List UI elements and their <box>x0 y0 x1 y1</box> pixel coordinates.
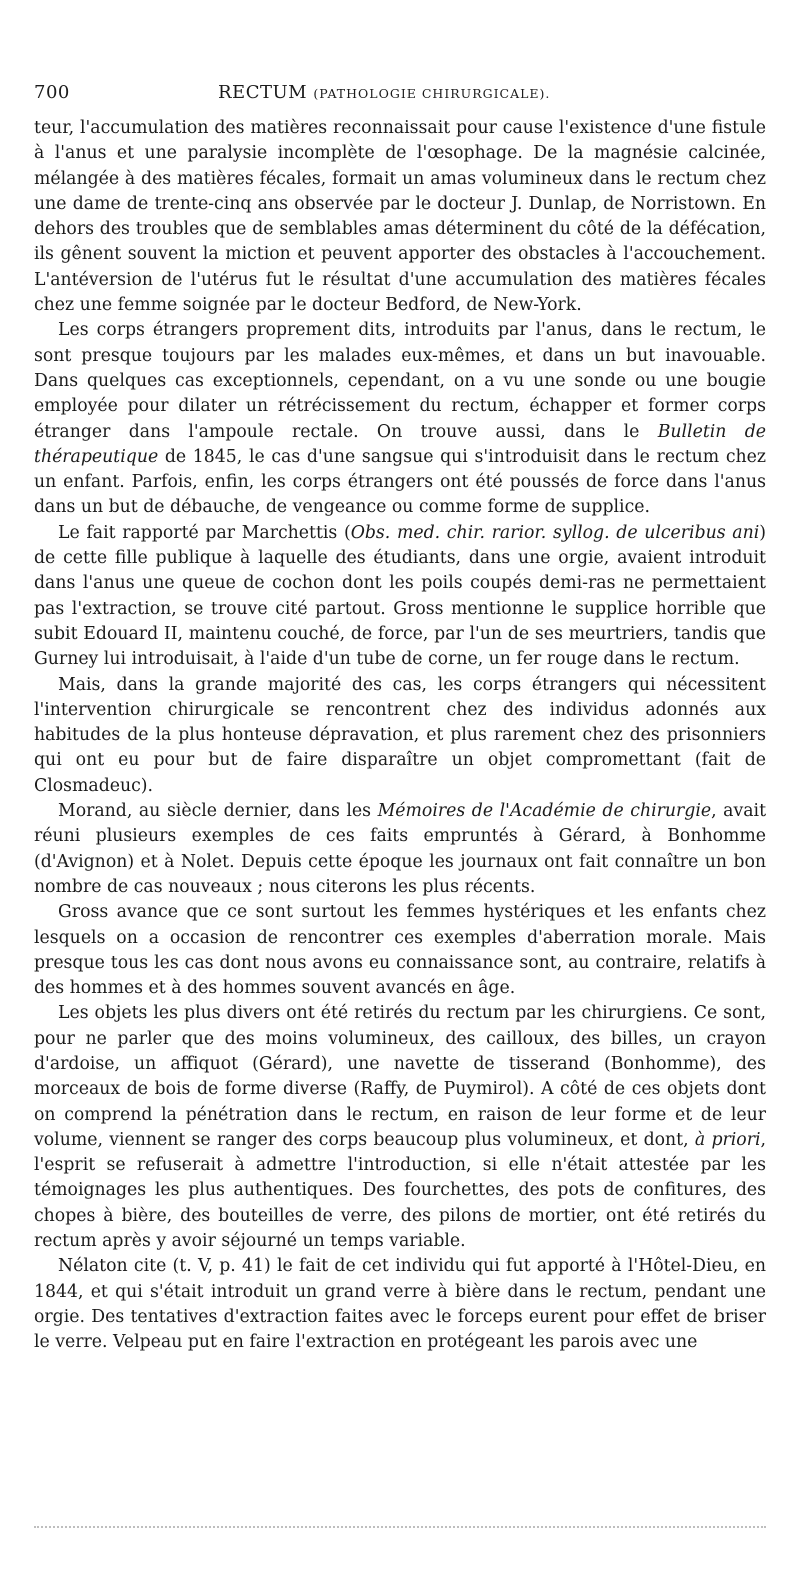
paragraph-4 <box>34 673 766 799</box>
text-run: Les corps étrangers proprement dits, introduits par l'anus, dans le rectum, le sont presque toujours par les malades eux-mêmes, et dans un but inavouable. Dans quelques cas exceptionnels, cependant, on a vu une sonde ou une bougie employée pour dilater un rétrécissement du rectum, échapper et former corps étranger dans l'ampoule rectale. On trouve aussi, dans le <box>34 320 766 442</box>
running-title <box>218 82 550 103</box>
text-run: Les objets les plus divers ont été retirés du rectum par les chirurgiens. Ce sont, pour ne parler que des moins volumineux, des cailloux, des billes, un crayon d'ardoise, un affiquot (Gérard), une navette de tisserand (Bonhomme), des morceaux de bois de forme diverse (Raffy, de Puymirol). A côté de ces objets dont on comprend la pénétration dans le rectum, en raison de leur forme et de leur volume, viennent se ranger des corps beaucoup plus volumineux, et dont, <box>34 1003 766 1150</box>
paragraph-2 <box>34 318 766 520</box>
paragraph-7 <box>34 1001 766 1254</box>
text-run: ) de cette fille publique à laquelle des étudiants, dans une orgie, avaient introduit dans l'anus une queue de cochon dont les poils coupés demi-ras ne permettaient pas l'extraction, se trouve cité partout. Gross mentionne le supplice horrible que subit Edouard II, maintenu couché, de force, par l'un de ses meurtriers, tandis que Gurney lui introduisait, à l'aide d'un tube de corne, un fer rouge dans le rectum. <box>34 522 767 670</box>
text-run: Nélaton cite (t. V, p. 41) le fait de cet individu qui fut apporté à l'Hôtel-Dieu, en 1844, et qui s'était introduit un grand verre à bière dans le rectum, pendant une orgie. Des tentatives d'extraction faites avec le forceps eurent pour effet de briser le verre. Velpeau put en faire l'extraction en protégeant les parois avec une <box>34 1256 766 1353</box>
text-run: , l'esprit se refuserait à admettre l'introduction, si elle n'était attestée par les témoignages les plus authentiques. Des fourchettes, des pots de confitures, des chopes à bière, des bouteilles de verre, des pilons de mortier, ont été retirés du rectum après y avoir séjourné un temps variable. <box>34 1129 766 1252</box>
body-text <box>34 116 766 1356</box>
italic-citation: Bulletin de thérapeutique <box>34 421 766 467</box>
page-number: 700 <box>34 82 70 103</box>
italic-citation: Mémoires de l'Académie de chirurgie <box>377 801 712 822</box>
text-run: , avait réuni plusieurs exemples de ces faits empruntés à Gérard, à Bonhomme (d'Avignon) et à Nolet. Depuis cette époque les journaux ont fait connaître un bon nombre de cas nouveaux ; nous citerons les plus récents. <box>34 801 767 897</box>
page <box>34 82 766 1356</box>
italic-citation: Obs. med. chir. rarior. syllog. de ulceribus ani <box>350 522 760 543</box>
running-header <box>34 82 766 112</box>
running-title-sub: (PATHOLOGIE CHIRURGICALE). <box>313 86 551 101</box>
paragraph-3 <box>34 521 766 673</box>
running-title-main: RECTUM <box>218 82 308 103</box>
paragraph-5 <box>34 799 766 900</box>
footer-dotted-rule <box>34 1526 766 1530</box>
text-run: teur, l'accumulation des matières reconnaissait pour cause l'existence d'une fistule à l'anus et une paralysie incomplète de l'œsophage. De la magnésie calcinée, mélangée à des matières fécales, formait un amas volumineux dans le rectum chez une dame de trente-cinq ans observée par le docteur J. Dunlap, de Norristown. En dehors des troubles que de semblables amas déterminent du côté de la défécation, ils gênent souvent la miction et peuvent apporter des obstacles à l'accouchement. L'antéversion de l'utérus fut le résultat d'une accumulation des matières fécales chez une femme soignée par le docteur Bedford, de New-York. <box>34 118 766 316</box>
text-run: Le fait rapporté par Marchettis ( <box>58 522 351 543</box>
paragraph-1 <box>34 116 766 318</box>
italic-citation: à priori <box>694 1129 761 1150</box>
text-run: Morand, au siècle dernier, dans les <box>58 801 378 822</box>
text-run: Gross avance que ce sont surtout les femmes hystériques et les enfants chez lesquels on a occasion de rencontrer ces exemples d'aberration morale. Mais presque tous les cas dont nous avons eu connaissance sont, au contraire, relatifs à des hommes et à des hommes souvent avancés en âge. <box>34 902 766 999</box>
paragraph-6 <box>34 900 766 1001</box>
text-run: de 1845, le cas d'une sangsue qui s'introduisit dans le rectum chez un enfant. Parfois, enfin, les corps étrangers ont été poussés de force dans l'anus dans un but de débauche, de vengeance ou comme forme de supplice. <box>34 446 766 518</box>
paragraph-8 <box>34 1254 766 1355</box>
text-run: Mais, dans la grande majorité des cas, les corps étrangers qui nécessitent l'intervention chirurgicale se rencontrent chez des individus adonnés aux habitudes de la plus honteuse dépravation, et plus rarement chez des prisonniers qui ont eu pour but de faire disparaître un objet compromettant (fait de Closmadeuc). <box>34 674 766 796</box>
